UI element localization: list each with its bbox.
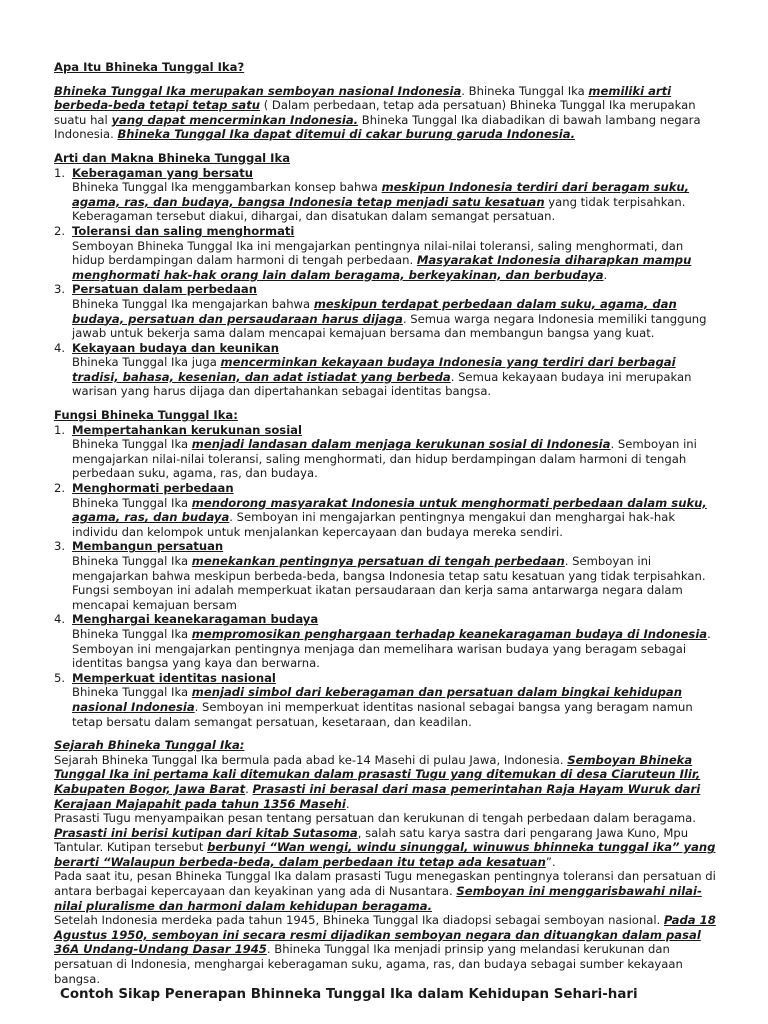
- list-item-title: Menghormati perbedaan: [72, 481, 234, 496]
- text-run: . Bhineka Tunggal Ika menjadi prinsip yang melandasi kerukunan dan persatuan di Indonesia, menghargai keberagaman suku, agama, ras, dan budaya sebagai sumber kekayaan bangsa.: [54, 942, 683, 986]
- text-run: .: [245, 781, 253, 796]
- highlighted-text: mencerminkan kekayaan budaya Indonesia yang terdiri dari berbagai tradisi, bahasa, kesenian, dan adat istiadat yang berbeda: [72, 355, 676, 384]
- text-run: Bhineka Tunggal Ika mengajarkan bahwa: [72, 296, 314, 311]
- text-run: Sejarah Bhineka Tunggal Ika bermula pada abad ke-14 Masehi di pulau Jawa, Indonesia.: [54, 752, 568, 767]
- text-run: Bhineka Tunggal Ika: [72, 626, 192, 641]
- list-item-title: Persatuan dalam perbedaan: [72, 282, 257, 297]
- list-item: [54, 423, 716, 481]
- section-title-fungsi: Fungsi Bhineka Tunggal Ika:: [54, 408, 238, 423]
- sejarah-paragraph-2: [54, 811, 716, 869]
- list-item: [54, 166, 716, 224]
- list-item-number: 1.: [54, 422, 66, 437]
- text-run: . Semua warga negara Indonesia memiliki tanggung jawab untuk bekerja sama dalam mencapai kemajuan bersama dan membangun bangsa yang kuat.: [72, 311, 707, 341]
- text-run: .: [345, 796, 350, 811]
- highlighted-text: berbunyi “Wan wengi, windu sinunggal, winuwus bhinneka tunggal ika” yang berarti “Walaupun berbeda-beda, dalam perbedaan itu tetap ada kesatuan: [54, 840, 716, 869]
- list-item-body: [72, 297, 716, 341]
- text-run: Semboyan Bhineka Tunggal Ika ini mengajarkan pentingnya nilai-nilai toleransi, saling menghormati, dan hidup berdampingan dalam harmoni di tengah perbedaan.: [72, 238, 684, 268]
- text-run: . Semua kekayaan budaya ini merupakan warisan yang harus dijaga dan dipertahankan sebagai identitas bangsa.: [72, 369, 692, 399]
- sejarah-paragraph-3: [54, 869, 716, 913]
- text-run: . Semboyan ini mengajarkan nilai-nilai toleransi, saling menghormati, dan hidup berdampingan dalam harmoni di tengah perbedaan suku, agama, ras, dan budaya.: [72, 437, 697, 481]
- list-item: [54, 481, 716, 539]
- highlighted-text: Bhineka Tunggal Ika dapat ditemui di cakar burung garuda Indonesia.: [117, 127, 575, 142]
- text-run: . Semboyan ini mengajarkan pentingnya menjaga dan memelihara warisan budaya yang beragam sebagai identitas bangsa yang kaya dan berwarna.: [72, 626, 711, 671]
- section-title-contoh-sikap: Contoh Sikap Penerapan Bhinneka Tunggal Ika dalam Kehidupan Sehari-hari: [60, 987, 638, 1003]
- text-run: Bhineka Tunggal Ika juga: [72, 355, 221, 370]
- highlighted-text: Masyarakat Indonesia diharapkan mampu menghormati hak-hak orang lain dalam beragama, berkeyakinan, dan berbudaya: [72, 253, 692, 282]
- text-run: . Bhineka Tunggal Ika: [461, 83, 589, 98]
- highlighted-text: meskipun terdapat perbedaan dalam suku, agama, dan budaya, persatuan dan persaudaraan harus dijaga: [72, 296, 677, 326]
- text-run: Setelah Indonesia merdeka pada tahun 1945, Bhineka Tunggal Ika diadopsi sebagai semboyan nasional.: [54, 913, 664, 928]
- fungsi-list: [54, 423, 716, 729]
- list-item-body: [72, 685, 716, 729]
- sejarah-paragraph-1: [54, 753, 716, 811]
- list-item-body: [72, 627, 716, 671]
- text-run: Prasasti Tugu menyampaikan pesan tentang persatuan dan kerukunan di tengah perbedaan dalam beragama.: [54, 811, 696, 826]
- document-body: [54, 60, 716, 1003]
- text-run: . Semboyan ini mengajarkan bahwa meskipun berbeda-beda, bangsa Indonesia tetap satu kesatuan yang tidak terpisahkan. Fungsi semboyan ini adalah memperkuat ikatan persaudaraan dan kerja sama antarwarga negara dalam mencapai kemajuan bersam: [72, 554, 706, 612]
- list-item-body: [72, 437, 716, 481]
- section-title-arti-makna: Arti dan Makna Bhineka Tunggal Ika: [54, 150, 291, 165]
- intro-paragraph: [54, 84, 716, 142]
- text-run: Bhineka Tunggal Ika: [72, 495, 192, 510]
- list-item-body: [72, 180, 716, 224]
- list-item-number: 2.: [54, 481, 66, 496]
- highlighted-text: Prasasti ini berasal dari masa pemerintahan Raja Hayam Wuruk dari Kerajaan Majapahit pada tahun 1356 Masehi: [54, 781, 701, 811]
- highlighted-text: yang dapat mencerminkan Indonesia.: [111, 112, 359, 127]
- list-item: [54, 282, 716, 340]
- text-run: .: [603, 267, 608, 282]
- text-run: . Semboyan ini memperkuat identitas nasional sebagai bangsa yang beragam namun tetap bersatu dalam semangat persatuan, kesetaraan, dan keadilan.: [72, 699, 693, 729]
- list-item-title: Kekayaan budaya dan keunikan: [72, 340, 279, 355]
- list-item-title: Menghargai keanekaragaman budaya: [72, 612, 319, 627]
- list-item-body: [72, 554, 716, 612]
- highlighted-text: Semboyan ini menggarisbawahi nilai-nilai pluralisme dan harmoni dalam kehidupan beragama.: [54, 884, 702, 913]
- highlighted-text: Prasasti ini berisi kutipan dari kitab Sutasoma: [54, 825, 358, 840]
- list-item-body: [72, 355, 716, 399]
- highlighted-text: mendorong masyarakat Indonesia untuk menghormati perbedaan dalam suku, agama, ras, dan budaya: [72, 495, 707, 525]
- list-item-title: Membangun persatuan: [72, 539, 224, 554]
- highlighted-text: meskipun Indonesia terdiri dari beragam suku, agama, ras, dan budaya, bangsa Indonesia tetap menjadi satu kesatuan: [72, 180, 690, 209]
- sejarah-paragraph-4: [54, 913, 716, 986]
- list-item: [54, 341, 716, 399]
- list-item-number: 2.: [54, 223, 66, 238]
- list-item-number: 3.: [54, 539, 66, 554]
- list-item-title: Mempertahankan kerukunan sosial: [72, 422, 302, 437]
- highlighted-text: menekankan pentingnya persatuan di tengah perbedaan: [191, 554, 565, 568]
- section-title-sejarah: Sejarah Bhineka Tunggal Ika:: [54, 738, 245, 753]
- list-item-number: 5.: [54, 670, 66, 685]
- text-run: ”.: [545, 854, 556, 869]
- list-item: [54, 612, 716, 670]
- highlighted-text: Bhineka Tunggal Ika merupakan semboyan nasional Indonesia: [54, 83, 462, 98]
- list-item: [54, 539, 716, 612]
- section-title-apa-itu: Apa Itu Bhineka Tunggal Ika?: [54, 60, 245, 74]
- list-item-title: Toleransi dan saling menghormati: [72, 223, 295, 238]
- text-run: , salah satu karya sastra dari pengarang Jawa Kuno, Mpu Tantular. Kutipan tersebut: [54, 825, 689, 855]
- highlighted-text: menjadi simbol dari keberagaman dan persatuan dalam bingkai kehidupan nasional Indonesia: [72, 685, 682, 714]
- list-item-title: Memperkuat identitas nasional: [72, 670, 276, 685]
- text-run: Bhineka Tunggal Ika: [72, 554, 192, 568]
- list-item: [54, 671, 716, 729]
- text-run: Bhineka Tunggal Ika diabadikan di bawah lambang negara Indonesia.: [54, 112, 701, 142]
- list-item-number: 1.: [54, 165, 66, 180]
- list-item: [54, 224, 716, 282]
- text-run: Bhineka Tunggal Ika: [72, 685, 192, 700]
- list-item-body: [72, 239, 716, 283]
- text-run: Bhineka Tunggal Ika: [72, 437, 192, 452]
- highlighted-text: Semboyan Bhineka Tunggal Ika ini pertama kali ditemukan dalam prasasti Tugu yang ditemukan di desa Ciaruteun Ilir, Kabupaten Bogor, Jawa Barat: [54, 752, 701, 796]
- text-run: yang tidak terpisahkan. Keberagaman tersebut diakui, dihargai, dan disatukan dalam semangat persatuan.: [72, 194, 686, 224]
- list-item-title: Keberagaman yang bersatu: [72, 165, 254, 180]
- list-item-body: [72, 496, 716, 540]
- list-item-number: 4.: [54, 340, 66, 355]
- arti-makna-list: [54, 166, 716, 400]
- list-item-number: 3.: [54, 282, 66, 297]
- text-run: Bhineka Tunggal Ika menggambarkan konsep bahwa: [72, 180, 382, 195]
- list-item-number: 4.: [54, 612, 66, 627]
- text-run: . Semboyan ini mengajarkan pentingnya mengakui dan menghargai hak-hak individu dan kelompok untuk menjalankan kepercayaan dan budaya mereka sendiri.: [72, 510, 676, 539]
- highlighted-text: mempromosikan penghargaan terhadap keanekaragaman budaya di Indonesia: [191, 626, 708, 641]
- highlighted-text: Pada 18 Agustus 1950, semboyan ini secara resmi dijadikan semboyan negara dan dituangkan dalam pasal 36A Undang-Undang Dasar 1945: [54, 913, 716, 957]
- highlighted-text: memiliki arti berbeda-beda tetapi tetap satu: [54, 83, 672, 113]
- highlighted-text: menjadi landasan dalam menjaga kerukunan sosial di Indonesia: [191, 437, 611, 452]
- text-run: ( Dalam perbedaan, tetap ada persatuan) Bhineka Tunggal Ika merupakan suatu hal: [54, 98, 696, 127]
- text-run: Pada saat itu, pesan Bhineka Tunggal Ika dalam prasasti Tugu menegaskan pentingnya toleransi dan persatuan di antara berbagai kepercayaan dan keyakinan yang ada di Nusantara.: [54, 869, 716, 899]
